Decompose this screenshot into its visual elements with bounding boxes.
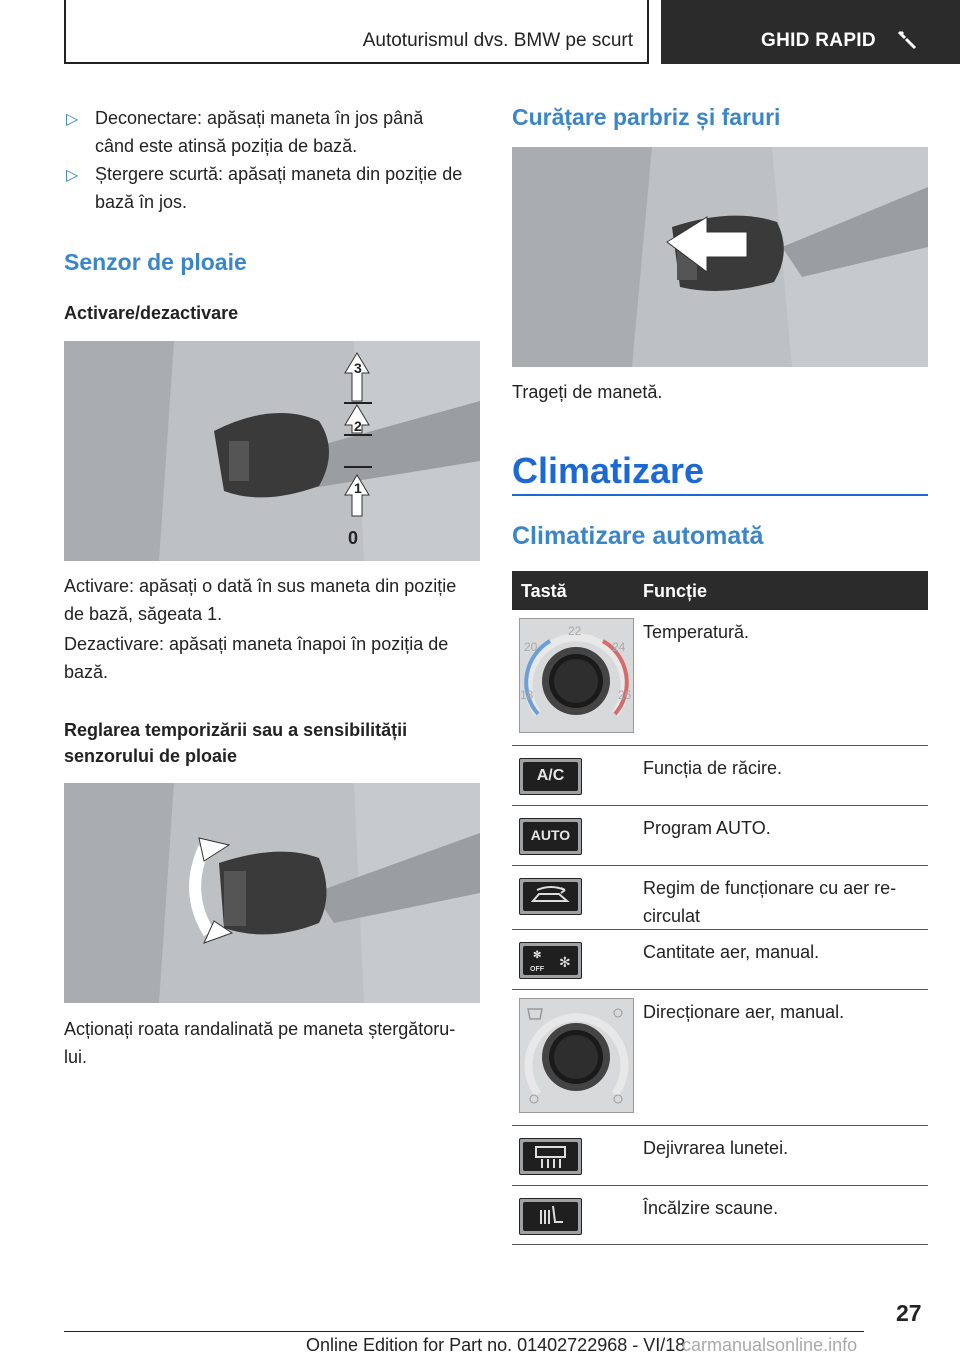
header-section-title: Autoturismul dvs. BMW pe scurt — [362, 30, 633, 51]
stalk-illustration — [64, 341, 480, 561]
table-row — [512, 866, 928, 930]
temp-label-26: 26 — [618, 688, 632, 702]
header-tab-label: GHID RAPID — [761, 30, 876, 51]
bullet-marker: ▷ — [66, 111, 79, 128]
temp-label-20: 20 — [524, 640, 538, 654]
washer-heading: Curățare parbriz și faruri — [512, 104, 781, 130]
header-section-box — [64, 0, 649, 64]
figure-label-1: 1 — [354, 480, 362, 496]
header-tab[interactable] — [661, 0, 960, 64]
climate-heading: Climatizare — [512, 450, 705, 491]
activation-heading: Activare/dezactivare — [64, 303, 239, 323]
washer-illustration — [512, 147, 928, 367]
climate-heading-rule — [512, 494, 928, 496]
temp-label-24: 24 — [612, 640, 626, 654]
rear-defrost-button-icon — [519, 1138, 582, 1175]
bullet-1-line2: când este atinsă poziția de bază. — [95, 136, 358, 156]
table-row — [512, 930, 928, 990]
table-row — [512, 806, 928, 866]
column-header-key: Tastă — [521, 581, 567, 601]
function-rear-defrost: Dejivrarea lunetei. — [643, 1138, 789, 1158]
function-seat-heating: Încălzire scaune. — [643, 1198, 779, 1218]
function-recirculation: Regim de funcționare cu aer re- circulat — [643, 878, 897, 926]
figure-label-2: 2 — [354, 418, 362, 434]
page-number: 27 — [896, 1300, 922, 1326]
figure-label-0: 0 — [348, 528, 359, 548]
rain-sensor-heading: Senzor de ploaie — [64, 249, 247, 275]
adjust-heading-line1: Reglarea temporizării sau a sensibilității — [64, 720, 408, 740]
figure-wiper-wheel — [64, 783, 480, 1003]
bullet-2-line2: bază în jos. — [95, 192, 188, 212]
column-header-function: Funcție — [643, 581, 708, 601]
wheel-text-line2: lui. — [64, 1047, 88, 1067]
wrench-icon — [896, 28, 918, 50]
temp-label-22: 22 — [568, 624, 582, 638]
pull-text: Trageți de manetă. — [512, 382, 663, 402]
function-air-direction: Direcționare aer, manual. — [643, 1002, 845, 1022]
temp-label-18: 18 — [520, 688, 534, 702]
footer-watermark: carmanualsonline.info — [682, 1335, 858, 1355]
table-row — [512, 610, 928, 746]
function-air-quantity: Cantitate aer, manual. — [643, 942, 820, 962]
footer-edition: Online Edition for Part no. 01402722968 - VI/18 — [306, 1335, 686, 1355]
temperature-knob-icon — [519, 618, 634, 733]
figure-rain-sensor-activation — [64, 341, 480, 561]
table-header — [512, 571, 928, 610]
bullet-1-line1: Deconectare: apăsați maneta în jos până — [95, 108, 424, 128]
bullet-2-line1: Ștergere scurtă: apăsați maneta din poziție de — [95, 164, 463, 184]
deactivation-text-line1: Dezactivare: apăsați maneta înapoi în poziția de — [64, 634, 449, 654]
function-temperature: Temperatură. — [643, 622, 750, 642]
table-row — [512, 990, 928, 1126]
function-cooling: Funcția de răcire. — [643, 758, 783, 778]
figure-label-3: 3 — [354, 360, 362, 376]
activation-text-line2: de bază, săgeata 1. — [64, 604, 223, 624]
auto-climate-heading: Climatizare automată — [512, 522, 764, 550]
fan-button-icon — [519, 942, 582, 979]
svg-text:✻: ✻ — [533, 950, 542, 961]
fan-off-label: OFF — [530, 966, 544, 973]
wheel-text-line1: Acționați roata randalinată pe maneta ștergătoru- — [64, 1019, 456, 1039]
table-row — [512, 1186, 928, 1245]
air-distribution-knob-icon — [519, 998, 634, 1113]
seat-heating-button-icon — [519, 1198, 582, 1235]
adjust-heading-line2: senzorului de ploaie — [64, 746, 238, 766]
footer-rule — [64, 1331, 864, 1332]
activation-text-line1: Activare: apăsați o dată în sus maneta din poziție — [64, 576, 457, 596]
auto-button-icon: AUTO — [519, 818, 582, 855]
figure-washer — [512, 147, 928, 367]
table-row — [512, 1126, 928, 1186]
deactivation-text-line2: bază. — [64, 662, 109, 682]
table-row — [512, 746, 928, 806]
function-auto: Program AUTO. — [643, 818, 771, 838]
bullet-marker: ▷ — [66, 167, 79, 184]
recirculation-button-icon — [519, 878, 582, 915]
wheel-illustration — [64, 783, 480, 1003]
ac-button-icon: A/C — [519, 758, 582, 795]
svg-text:✻: ✻ — [559, 955, 571, 971]
